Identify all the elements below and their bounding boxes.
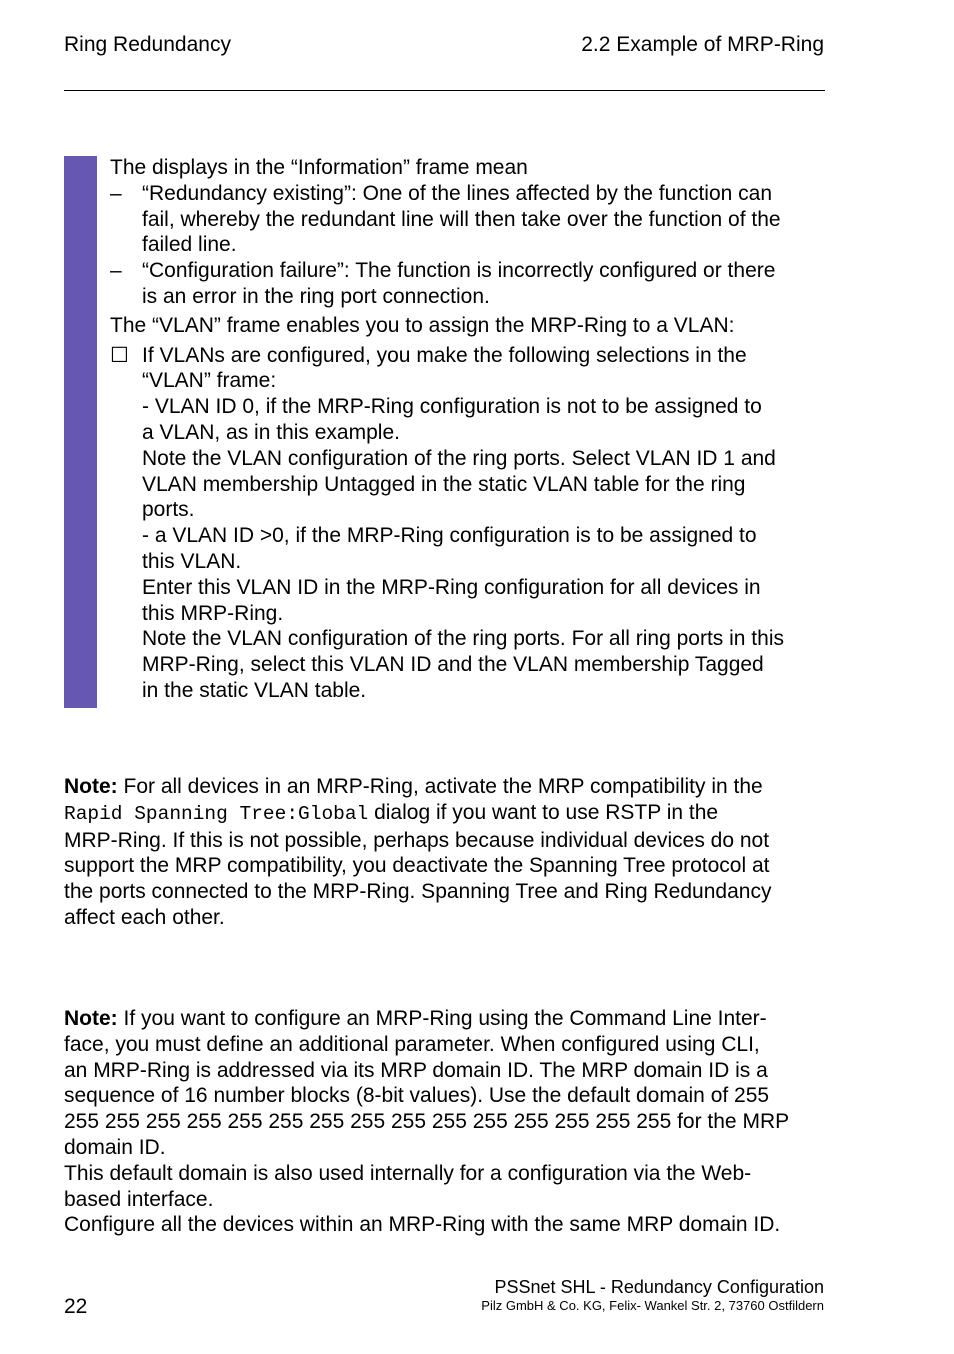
list-item-line: is an error in the ring port connection. (142, 284, 490, 308)
vlan-line: “VLAN” frame: (142, 369, 277, 393)
vlan-instruction-item (110, 343, 825, 704)
note-rstp-compatibility (64, 774, 825, 931)
vlan-line: Note the VLAN configuration of the ring ports. Select VLAN ID 1 and (142, 446, 776, 470)
footer-company-address: Pilz GmbH & Co. KG, Felix- Wankel Str. 2, 73760 Ostfildern (481, 1298, 824, 1313)
list-item (110, 181, 825, 258)
vlan-line: - a VLAN ID >0, if the MRP-Ring configuration is to be assigned to (142, 524, 757, 548)
note-text: For all devices in an MRP-Ring, activate the MRP compatibility in the (117, 775, 763, 798)
checkbox-icon: ☐ (110, 343, 129, 367)
page-number: 22 (64, 1295, 88, 1318)
note-line: sequence of 16 number blocks (8-bit values). Use the default domain of 255 (64, 1084, 770, 1108)
list-item-line: fail, whereby the redundant line will then take over the function of the (142, 207, 781, 231)
vlan-line: Note the VLAN configuration of the ring ports. For all ring ports in this (142, 627, 784, 651)
running-header-chapter: Ring Redundancy (64, 33, 231, 56)
vlan-line: VLAN membership Untagged in the static VLAN table for the ring (142, 472, 746, 496)
note-label: Note: (64, 1007, 118, 1030)
vlan-line: - VLAN ID 0, if the MRP-Ring configuration is not to be assigned to (142, 395, 762, 419)
note-line: 255 255 255 255 255 255 255 255 255 255 255 255 255 255 255 for the MRP (64, 1110, 790, 1134)
vlan-line: a VLAN, as in this example. (142, 420, 400, 444)
dash-marker: – (110, 259, 122, 283)
note-line: domain ID. (64, 1135, 166, 1159)
note-line: based interface. (64, 1187, 214, 1211)
list-item-line: “Redundancy existing”: One of the lines affected by the function can (142, 181, 772, 205)
intro-paragraph: The displays in the “Information” frame mean (110, 156, 528, 179)
note-line: the ports connected to the MRP-Ring. Spanning Tree and Ring Redundancy (64, 880, 772, 904)
vlan-line: this MRP-Ring. (142, 601, 284, 625)
note-line (64, 1006, 825, 1032)
note-label: Note: (64, 775, 118, 798)
vlan-line: this VLAN. (142, 549, 242, 573)
vlan-line: MRP-Ring, select this VLAN ID and the VLAN membership Tagged (142, 653, 764, 677)
note-text: dialog if you want to use RSTP in the (368, 800, 719, 824)
dialog-path: Rapid Spanning Tree:Global (64, 802, 369, 825)
list-item (110, 258, 825, 310)
note-line (64, 774, 825, 800)
note-line (64, 800, 825, 828)
dash-marker: – (110, 181, 122, 205)
note-line: an MRP-Ring is addressed via its MRP domain ID. The MRP domain ID is a (64, 1058, 768, 1082)
vlan-line: Enter this VLAN ID in the MRP-Ring configuration for all devices in (142, 575, 761, 599)
vlan-line: ports. (142, 498, 195, 522)
running-header-section: 2.2 Example of MRP-Ring (581, 33, 824, 56)
information-frame-block (110, 155, 825, 704)
vlan-line: If VLANs are configured, you make the following selections in the (142, 343, 747, 367)
note-cli-domain-id (64, 1006, 825, 1238)
vlan-line: in the static VLAN table. (142, 678, 367, 702)
note-line: MRP-Ring. If this is not possible, perhaps because individual devices do not (64, 828, 770, 852)
note-line: Configure all the devices within an MRP-Ring with the same MRP domain ID. (64, 1213, 781, 1237)
note-line: face, you must define an additional parameter. When configured using CLI, (64, 1032, 760, 1056)
note-line: affect each other. (64, 905, 225, 929)
footer-document-title: PSSnet SHL - Redundancy Configuration (494, 1277, 824, 1297)
header-divider (64, 90, 825, 91)
margin-marker-bar (64, 156, 97, 708)
list-item-line: failed line. (142, 233, 237, 257)
note-line: This default domain is also used internally for a configuration via the Web- (64, 1161, 752, 1185)
vlan-frame-intro: The “VLAN” frame enables you to assign the MRP-Ring to a VLAN: (110, 313, 735, 337)
note-text: If you want to configure an MRP-Ring using the Command Line Inter- (117, 1007, 767, 1030)
list-item-line: “Configuration failure”: The function is incorrectly configured or there (142, 259, 776, 283)
note-line: support the MRP compatibility, you deactivate the Spanning Tree protocol at (64, 854, 770, 878)
